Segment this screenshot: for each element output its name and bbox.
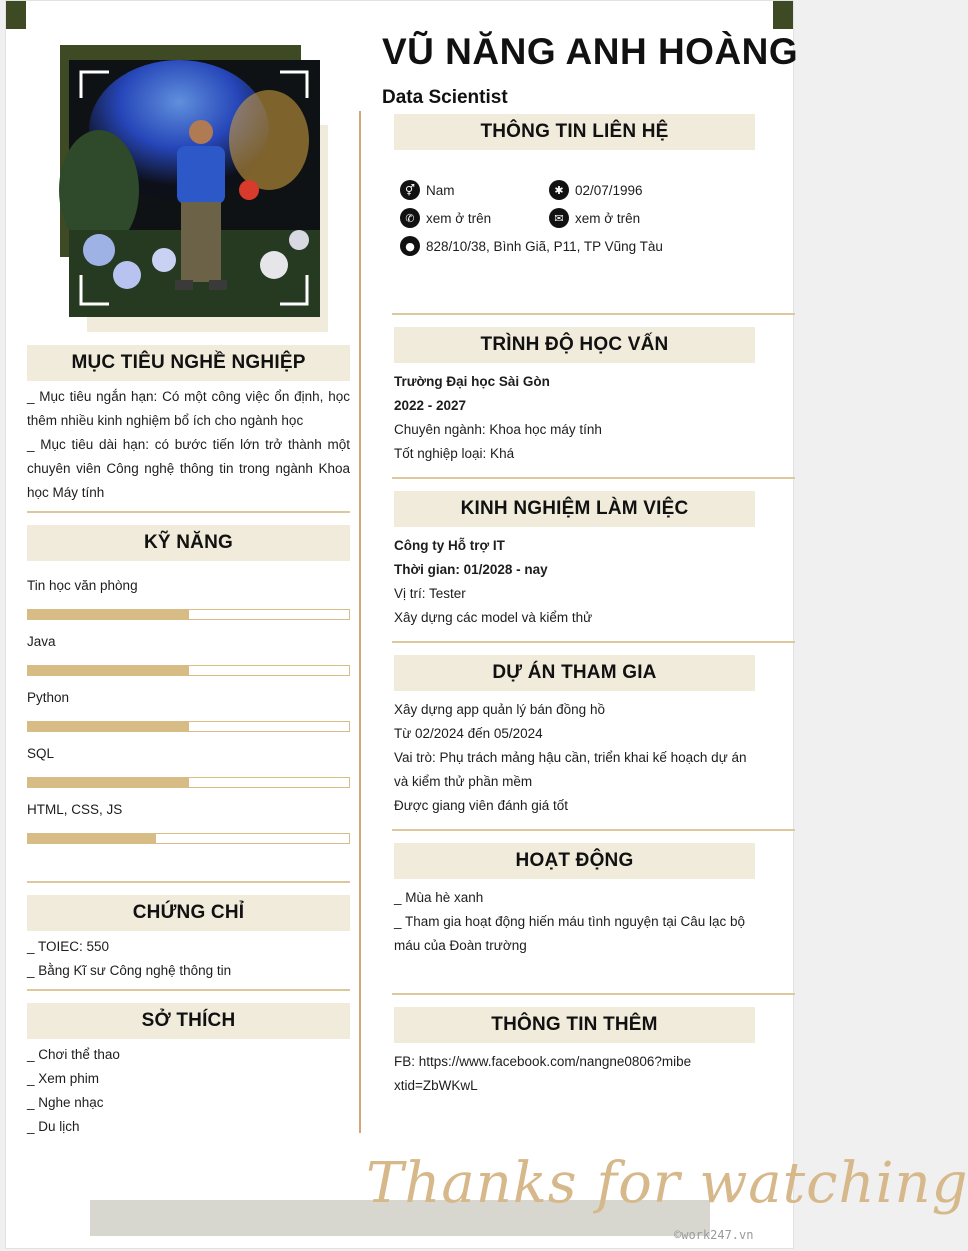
list-item: _ Tham gia hoạt động hiến máu tình nguyện tại Câu lạc bộ máu của Đoàn trường xyxy=(394,914,745,953)
project-name: Xây dựng app quản lý bán đồng hồ xyxy=(394,702,605,717)
skill-name: HTML, CSS, JS xyxy=(27,802,123,817)
section-title-skills: KỸ NĂNG xyxy=(27,525,350,561)
gender-icon: ⚥ xyxy=(400,180,420,200)
section-title-extra: THÔNG TIN THÊM xyxy=(394,1007,755,1043)
mail-icon: ✉ xyxy=(549,208,569,228)
skill-bar xyxy=(27,609,350,620)
divider xyxy=(392,641,795,643)
phone-icon: ✆ xyxy=(400,208,420,228)
section-title-projects: DỰ ÁN THAM GIA xyxy=(394,655,755,691)
skill-name: Python xyxy=(27,690,70,705)
contact-gender xyxy=(400,180,455,200)
contact-birthday-value: 02/07/1996 xyxy=(575,182,643,198)
list-item: _ Bằng Kĩ sư Công nghệ thông tin xyxy=(27,963,232,978)
contact-address-value: 828/10/38, Bình Giã, P11, TP Vũng Tàu xyxy=(426,238,663,254)
section-title-contact: THÔNG TIN LIÊN HỆ xyxy=(394,114,755,150)
list-item: _ Mùa hè xanh xyxy=(394,890,484,905)
divider xyxy=(392,829,795,831)
certificates-list xyxy=(27,935,350,983)
profile-photo xyxy=(69,60,320,317)
project-role: Vai trò: Phụ trách mảng hậu cần, triển khai kế hoạch dự án và kiểm thử phần mềm xyxy=(394,750,747,789)
divider xyxy=(27,881,350,883)
job-title: Data Scientist xyxy=(382,87,508,108)
cv-page xyxy=(5,0,968,1249)
corner-decoration-right xyxy=(773,1,793,29)
objective-long-term: _ Mục tiêu dài hạn: có bước tiến lớn trở thành một chuyên viên Công nghệ thông tin trong ngành Khoa học Máy tính xyxy=(27,437,350,500)
contact-email xyxy=(549,208,640,228)
skill-name: Java xyxy=(27,634,56,649)
skill-name: Tin học văn phòng xyxy=(27,578,138,593)
watermark: ©work247.vn xyxy=(674,1228,754,1242)
experience-details xyxy=(394,534,774,630)
list-item: _ TOIEC: 550 xyxy=(27,939,110,954)
list-item: _ Chơi thể thao xyxy=(27,1047,120,1062)
skill-name: SQL xyxy=(27,746,55,761)
skill-bar xyxy=(27,721,350,732)
contact-phone xyxy=(400,208,491,228)
project-details xyxy=(394,698,759,818)
divider xyxy=(392,313,795,315)
list-item: _ Nghe nhạc xyxy=(27,1095,104,1110)
education-major: Chuyên ngành: Khoa học máy tính xyxy=(394,422,602,437)
location-icon: ● xyxy=(400,236,420,256)
experience-position: Vị trí: Tester xyxy=(394,586,466,601)
list-item: _ Du lịch xyxy=(27,1119,80,1134)
objective-text xyxy=(27,385,350,505)
extra-facebook[interactable]: FB: https://www.facebook.com/nangne0806?mibextid=ZbWKwL xyxy=(394,1054,692,1093)
contact-gender-value: Nam xyxy=(426,182,455,198)
section-title-experience: KINH NGHIỆM LÀM VIỆC xyxy=(394,491,755,527)
education-grade: Tốt nghiệp loại: Khá xyxy=(394,446,515,461)
experience-description: Xây dựng các model và kiểm thử xyxy=(394,610,593,625)
list-item: _ Xem phim xyxy=(27,1071,100,1086)
section-title-activities: HOẠT ĐỘNG xyxy=(394,843,755,879)
section-title-objective: MỤC TIÊU NGHỀ NGHIỆP xyxy=(27,345,350,381)
skill-bar xyxy=(27,665,350,676)
contact-phone-value: xem ở trên xyxy=(426,210,492,226)
education-years: 2022 - 2027 xyxy=(394,398,467,413)
contact-birthday xyxy=(549,180,643,200)
corner-decoration-left xyxy=(6,1,26,29)
experience-time: Thời gian: 01/2028 - nay xyxy=(394,562,548,577)
divider xyxy=(27,989,350,991)
section-title-hobbies: SỞ THÍCH xyxy=(27,1003,350,1039)
experience-company: Công ty Hỗ trợ IT xyxy=(394,538,505,553)
divider xyxy=(392,993,795,995)
section-title-certificates: CHỨNG CHỈ xyxy=(27,895,350,931)
candidate-name: VŨ NĂNG ANH HOÀNG xyxy=(382,31,799,72)
section-title-education: TRÌNH ĐỘ HỌC VẤN xyxy=(394,327,755,363)
objective-short-term: _ Mục tiêu ngắn hạn: Có một công việc ổn định, học thêm nhiều kinh nghiệm bổ ích cho ngành học xyxy=(27,389,350,428)
skill-bar-fill xyxy=(28,778,189,787)
contact-address xyxy=(400,236,663,256)
skill-bar-fill xyxy=(28,722,189,731)
project-period: Từ 02/2024 đến 05/2024 xyxy=(394,726,543,741)
contact-email-value: xem ở trên xyxy=(575,210,641,226)
skill-bar-fill xyxy=(28,666,189,675)
cake-icon: ✱ xyxy=(549,180,569,200)
divider xyxy=(392,477,795,479)
divider xyxy=(27,511,350,513)
activities-list xyxy=(394,886,759,958)
column-divider xyxy=(359,111,361,1133)
education-school: Trường Đại học Sài Gòn xyxy=(394,374,550,389)
skill-bar xyxy=(27,833,350,844)
hobbies-list xyxy=(27,1043,350,1139)
thanks-message: Thanks for watching xyxy=(366,1151,968,1216)
skill-bar-fill xyxy=(28,834,156,843)
profile-photo-illustration xyxy=(69,60,320,317)
skill-bar-fill xyxy=(28,610,189,619)
education-details xyxy=(394,370,774,466)
project-result: Được giang viên đánh giá tốt xyxy=(394,798,568,813)
skill-bar xyxy=(27,777,350,788)
